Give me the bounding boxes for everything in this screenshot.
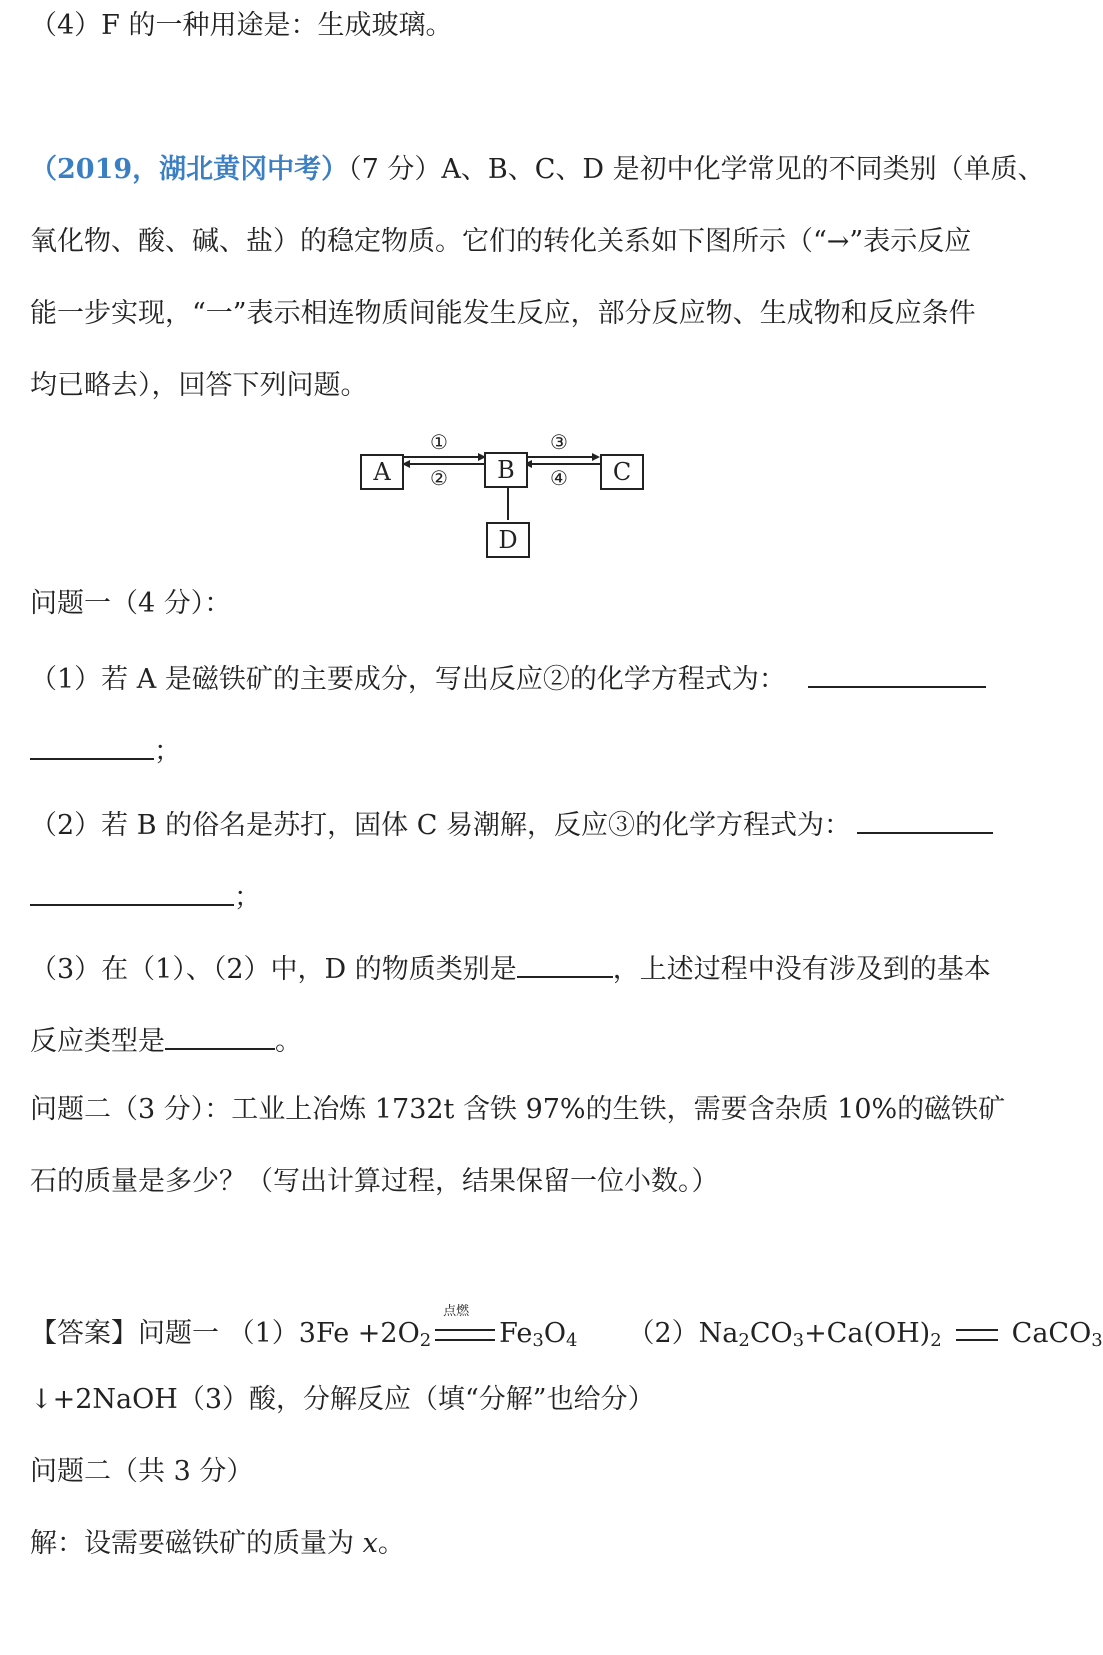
problem-source: （2019，湖北黄冈中考） bbox=[30, 154, 349, 185]
eq2-sub2: 3 bbox=[792, 1330, 805, 1351]
problem-line-1 bbox=[30, 150, 1045, 190]
box-a: A bbox=[360, 454, 404, 490]
q1-part3-text-c: 反应类型是 bbox=[30, 1026, 165, 1057]
answer-solve bbox=[30, 1524, 405, 1564]
q1-part2-cont bbox=[30, 874, 261, 918]
q1-part3-blank-a[interactable] bbox=[517, 946, 613, 978]
q1-part3-cont bbox=[30, 1018, 302, 1062]
q1-part3-text-d: 。 bbox=[275, 1026, 302, 1057]
label-3: ③ bbox=[550, 430, 568, 454]
problem-line-2: 氧化物、酸、碱、盐）的稳定物质。它们的转化关系如下图所示（“→”表示反应 bbox=[30, 226, 972, 257]
eq2-co: CO bbox=[749, 1318, 793, 1349]
label-4: ④ bbox=[550, 466, 568, 490]
q2-line-2: 石的质量是多少？（写出计算过程，结果保留一位小数。） bbox=[30, 1166, 719, 1197]
q1-part1-blank-a[interactable] bbox=[808, 656, 986, 688]
label-2: ② bbox=[430, 466, 448, 490]
box-d: D bbox=[486, 522, 530, 558]
q1-part3-text-b: ，上述过程中没有涉及到的基本 bbox=[612, 954, 991, 985]
eq1-left: 3Fe +2O bbox=[298, 1318, 420, 1349]
q1-part1-text: （1）若 A 是磁铁矿的主要成分，写出反应②的化学方程式为： bbox=[30, 664, 786, 695]
q1-part2-blank-a[interactable] bbox=[857, 802, 993, 834]
q1-part2-text: （2）若 B 的俗名是苏打，固体 C 易潮解，反应③的化学方程式为： bbox=[30, 810, 852, 841]
answer-line-1 bbox=[30, 1304, 1103, 1361]
eq2-sub3: 2 bbox=[930, 1330, 942, 1351]
q2-line-1: 问题二（3 分）：工业上冶炼 1732t 含铁 97%的生铁，需要含杂质 10%的磁铁矿 bbox=[30, 1094, 1006, 1125]
q1-part3 bbox=[30, 946, 991, 990]
problem-line-3: 能一步实现，“一”表示相连物质间能发生反应，部分反应物、生成物和反应条件 bbox=[30, 298, 976, 329]
answer-q2-title: 问题二（共 3 分） bbox=[30, 1456, 254, 1487]
q1-part2 bbox=[30, 802, 993, 846]
q1-part2-blank-b[interactable] bbox=[30, 874, 234, 906]
solve-text: 解：设需要磁铁矿的质量为 bbox=[30, 1528, 363, 1559]
eq2-prefix: （2）Na bbox=[627, 1318, 739, 1349]
eq1-sign bbox=[431, 1304, 499, 1354]
box-c: C bbox=[600, 454, 644, 490]
q1-part2-end: ； bbox=[234, 882, 261, 913]
q1-part1-blank-b[interactable] bbox=[30, 728, 154, 760]
eq2-bar bbox=[956, 1329, 998, 1341]
q1-part3-blank-b[interactable] bbox=[165, 1018, 275, 1050]
diagram-connectors bbox=[360, 440, 700, 590]
problem-intro: （7 分）A、B、C、D 是初中化学常见的不同类别（单质、 bbox=[348, 154, 1045, 185]
q1-part1-end: ； bbox=[154, 736, 181, 767]
q1-part1-cont bbox=[30, 728, 181, 772]
question-4-line: （4）F 的一种用途是：生成玻璃。 bbox=[30, 10, 453, 41]
eq2-sub4: 3 bbox=[1091, 1330, 1103, 1351]
box-b: B bbox=[484, 452, 528, 488]
eq2-mid: +Ca(OH) bbox=[804, 1318, 931, 1349]
eq2-sub1: 2 bbox=[738, 1330, 750, 1351]
eq1-sub3: 4 bbox=[566, 1330, 578, 1351]
answer-line-2: ↓+2NaOH（3）酸，分解反应（填“分解”也给分） bbox=[30, 1384, 655, 1415]
problem-line-4: 均已略去），回答下列问题。 bbox=[30, 370, 368, 401]
q1-part1 bbox=[30, 656, 986, 700]
label-1: ① bbox=[430, 430, 448, 454]
solve-variable: x bbox=[362, 1528, 378, 1559]
arrow-3-head bbox=[592, 453, 600, 461]
eq1-sub2: 3 bbox=[532, 1330, 544, 1351]
q1-title: 问题一（4 分）： bbox=[30, 588, 232, 619]
eq1-right: Fe bbox=[499, 1318, 533, 1349]
eq1-o: O bbox=[543, 1318, 566, 1349]
answer-head: 【答案】问题一 （1） bbox=[30, 1318, 299, 1349]
eq1-condition: 点燃 bbox=[443, 1304, 470, 1319]
q1-part3-text-a: （3）在（1）、（2）中，D 的物质类别是 bbox=[30, 954, 517, 985]
eq1-sub: 2 bbox=[419, 1330, 432, 1351]
eq2-right: CaCO bbox=[1011, 1318, 1092, 1349]
relation-diagram bbox=[360, 430, 700, 590]
solve-end: 。 bbox=[377, 1528, 405, 1559]
